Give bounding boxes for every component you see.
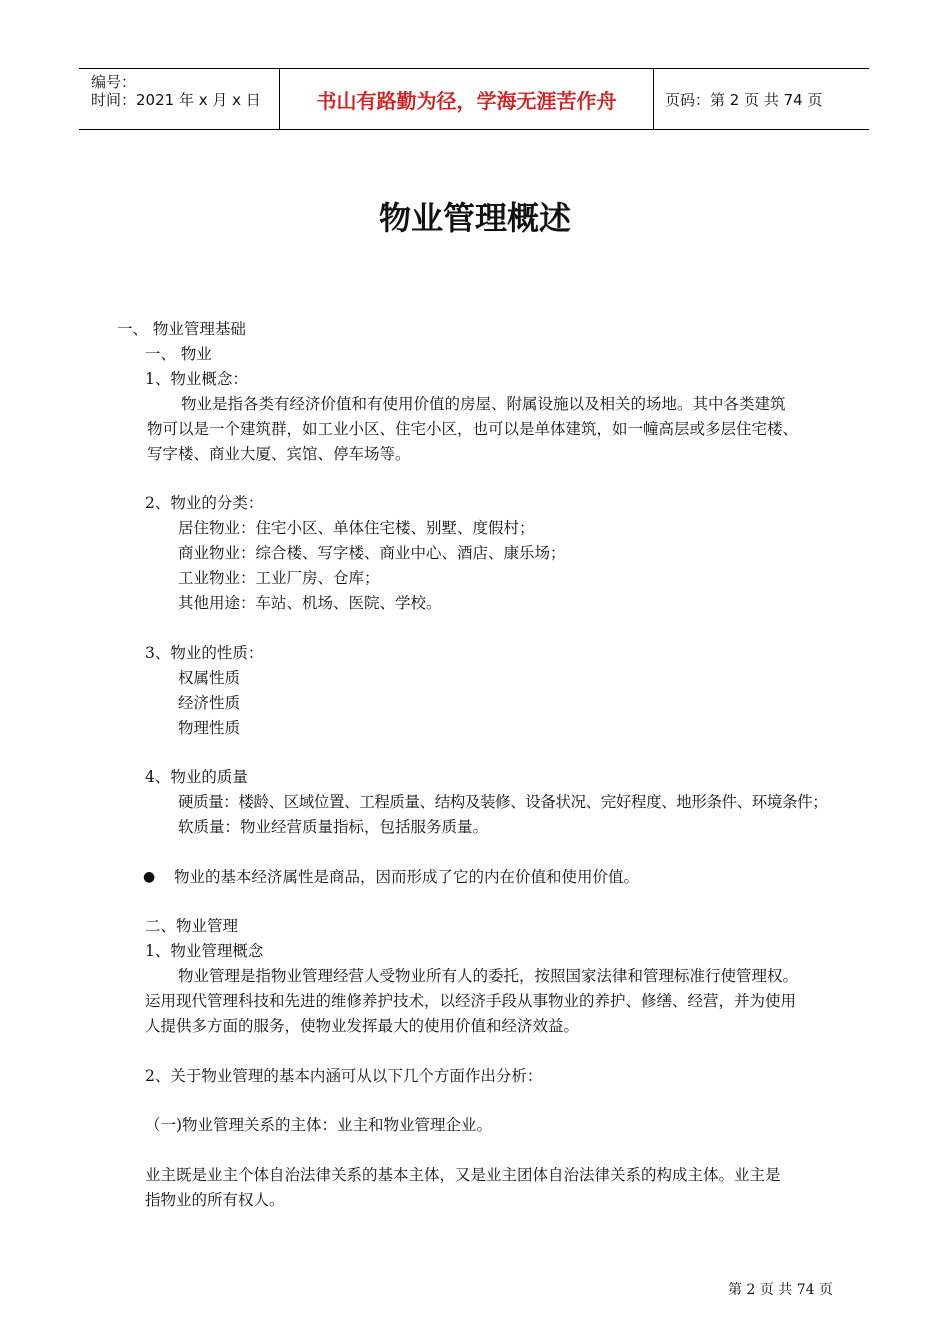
item-heading: 3、物业的性质： (145, 644, 264, 662)
list-item: 软质量：物业经营质量指标，包括服务质量。 (178, 818, 489, 836)
item-heading: 1、物业管理概念 (145, 942, 264, 960)
list-item: 权属性质 (178, 669, 241, 687)
paragraph-line: 物业是指各类有经济价值和有使用价值的房屋、附属设施以及相关的场地。其中各类建筑 (181, 395, 786, 413)
section-heading-1: 一、 物业管理基础 (117, 320, 246, 338)
time-label: 时间：2021 年 x 月 x 日 (91, 91, 261, 109)
page-footer: 第 2 页 共 74 页 (728, 1282, 833, 1298)
document-title: 物业管理概述 (378, 199, 571, 237)
list-item: 其他用途：车站、机场、医院、学校。 (178, 594, 442, 612)
item-heading: 2、关于物业管理的基本内涵可从以下几个方面作出分析： (145, 1067, 543, 1085)
bullet-icon: ● (143, 869, 156, 885)
item-heading: 4、物业的质量 (145, 768, 248, 786)
list-item: 经济性质 (178, 694, 241, 712)
paragraph-line: 运用现代管理科技和先进的维修养护技术，以经济手段从事物业的养护、修缮、经营，并为使用 (145, 992, 797, 1010)
paragraph-line: 物可以是一个建筑群，如工业小区、住宅小区，也可以是单体建筑，如一幢高层或多层住宅楼、 (147, 420, 799, 438)
list-item: 商业物业：综合楼、写字楼、商业中心、酒店、康乐场； (178, 544, 566, 562)
list-item: 居住物业：住宅小区、单体住宅楼、别墅、度假村； (178, 519, 535, 537)
item-heading: 2、物业的分类： (145, 494, 264, 512)
item-heading: 1、物业概念： (145, 370, 248, 388)
page-header (79, 68, 869, 130)
list-item: 物理性质 (178, 719, 241, 737)
paragraph-line: 人提供多方面的服务，使物业发挥最大的使用价值和经济效益。 (145, 1017, 580, 1035)
header-meta (79, 69, 279, 129)
paragraph-line: 指物业的所有权人。 (145, 1191, 285, 1209)
subsection-heading: 一、 物业 (145, 345, 212, 363)
paragraph-line: 业主既是业主个体自治法律关系的基本主体，又是业主团体自治法律关系的构成主体。业主是 (145, 1166, 781, 1184)
list-item: 硬质量：楼龄、区域位置、工程质量、结构及装修、设备状况、完好程度、地形条件、环境条件； (178, 793, 828, 811)
item-heading: （一)物业管理关系的主体：业主和物业管理企业。 (145, 1116, 493, 1134)
header-page-info: 页码：第 2 页 共 74 页 (665, 90, 823, 109)
list-item: 工业物业：工业厂房、仓库； (178, 569, 380, 587)
subsection-heading: 二、物业管理 (145, 917, 239, 935)
bullet-text: 物业的基本经济属性是商品，因而形成了它的内在价值和使用价值。 (174, 868, 640, 886)
code-label: 编号： (91, 73, 137, 91)
paragraph-line: 写字楼、商业大厦、宾馆、停车场等。 (147, 445, 411, 463)
header-motto: 书山有路勤为径，学海无涯苦作舟 (279, 69, 654, 129)
paragraph-line: 物业管理是指物业管理经营人受物业所有人的委托，按照国家法律和管理标准行使管理权。 (178, 967, 799, 985)
